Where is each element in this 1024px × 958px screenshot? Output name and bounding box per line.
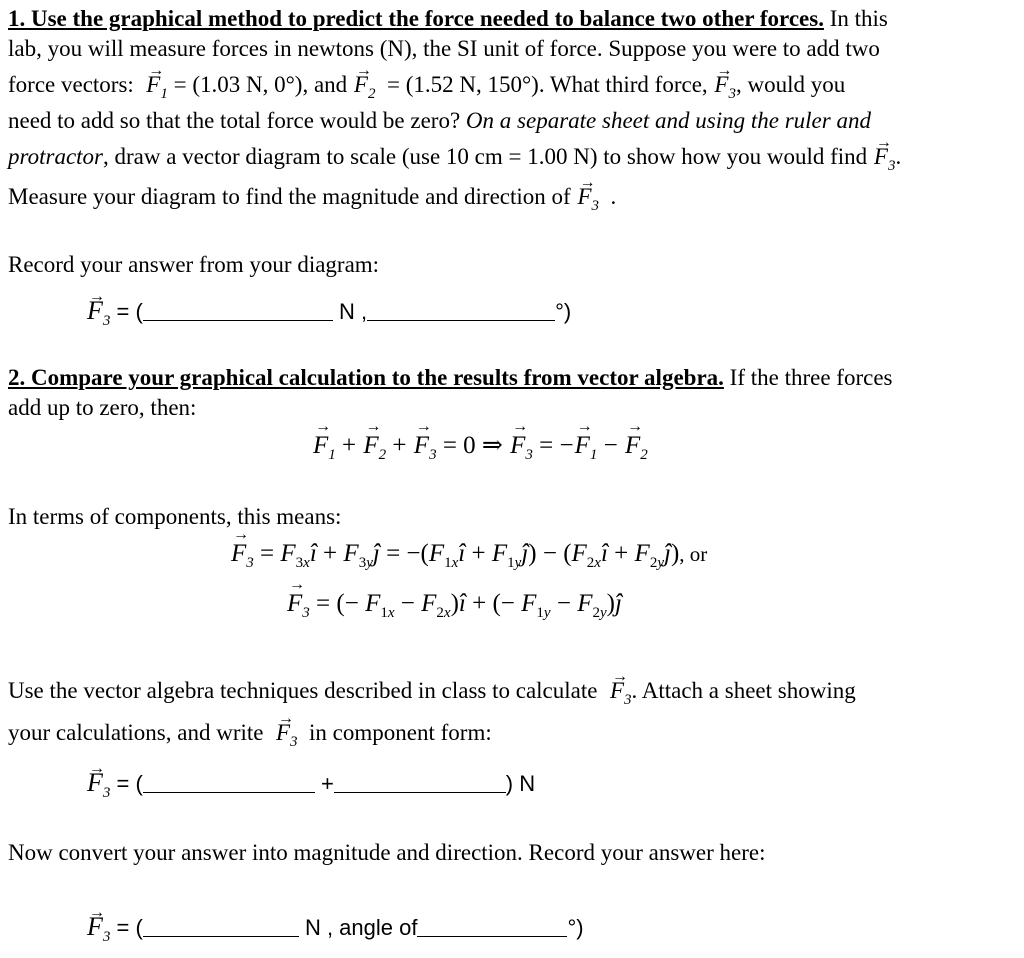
q1-text: . bbox=[610, 184, 617, 209]
q2-line-1 bbox=[8, 363, 892, 393]
vector-f3: → $F_3$ bbox=[576, 182, 599, 215]
q1-line-1 bbox=[8, 4, 888, 34]
q1-line-2 bbox=[8, 34, 880, 64]
q2-text: Now convert your answer into magnitude and direction. Record your answer here: bbox=[8, 840, 766, 865]
vector-f3: → $F_3$ bbox=[873, 142, 896, 175]
q1-text: need to add so that the total force would be zero? bbox=[8, 108, 461, 133]
q2-magnitude-answer-row bbox=[86, 912, 584, 946]
magnitude-blank[interactable] bbox=[143, 914, 299, 937]
q2-line-6 bbox=[8, 838, 765, 868]
vector-f2: → $F_2$ bbox=[353, 70, 376, 103]
q1-text: , would you bbox=[735, 72, 846, 97]
q1-answer-row bbox=[86, 296, 571, 330]
q1-line-4 bbox=[8, 106, 871, 136]
q1-text: In this bbox=[829, 6, 888, 31]
q1-text: lab, you will measure forces in newtons (N), the SI unit of force. Suppose you were to add two bbox=[8, 36, 880, 61]
angle-blank[interactable] bbox=[367, 298, 555, 321]
q1-line-5 bbox=[8, 142, 901, 175]
answer-text: ) N bbox=[505, 771, 536, 796]
y-component-blank[interactable] bbox=[334, 770, 506, 793]
q1-record-label bbox=[8, 250, 379, 280]
vector-f1: → $F_1$ bbox=[145, 70, 168, 103]
q2-line-2 bbox=[8, 393, 196, 423]
x-component-blank[interactable] bbox=[143, 770, 315, 793]
answer-text: = ( bbox=[116, 915, 143, 940]
q2-text: . Attach a sheet showing bbox=[631, 678, 856, 703]
q1-text: force vectors: bbox=[8, 72, 134, 97]
q1-text: = (1.52 N, 150°). What third force, bbox=[386, 72, 708, 97]
answer-text: N , bbox=[338, 299, 368, 324]
answer-text: = ( bbox=[116, 771, 143, 796]
q2-text: in component form: bbox=[309, 720, 492, 745]
answer-text: N , angle of bbox=[304, 915, 418, 940]
q2-line-3 bbox=[8, 502, 341, 532]
q1-text: Record your answer from your diagram: bbox=[8, 252, 380, 277]
q2-text: In terms of components, this means: bbox=[8, 504, 342, 529]
answer-text: = ( bbox=[116, 299, 143, 324]
q1-line-6 bbox=[8, 182, 616, 215]
q1-text: . bbox=[895, 144, 902, 169]
q2-text: Use the vector algebra techniques described in class to calculate bbox=[8, 678, 598, 703]
vector-f3: → $F_3$ bbox=[86, 296, 110, 330]
q2-text: If the three forces bbox=[729, 365, 893, 390]
magnitude-blank[interactable] bbox=[143, 298, 333, 321]
q1-text: Measure your diagram to find the magnitude and direction of bbox=[8, 184, 571, 209]
q2-line-4 bbox=[8, 676, 856, 709]
answer-text: °) bbox=[555, 299, 572, 324]
answer-text: °) bbox=[567, 915, 584, 940]
vector-f3: → $F_3$ bbox=[86, 912, 110, 946]
vector-f3: → $F_3$ bbox=[86, 768, 110, 802]
q2-heading: 2. Compare your graphical calculation to the results from vector algebra. bbox=[8, 365, 724, 390]
q2-text: add up to zero, then: bbox=[8, 395, 197, 420]
q1-text: , draw a vector diagram to scale (use 10 cm = 1.00 N) to show how you would find bbox=[103, 144, 868, 169]
answer-text: + bbox=[320, 771, 334, 796]
q2-text: your calculations, and write bbox=[8, 720, 264, 745]
q1-heading: 1. Use the graphical method to predict the force needed to balance two other forces. bbox=[8, 6, 824, 31]
equation-sum-zero: → $F_1$ + → $F_2$ + → $F_3 = 0$ ⇒ → $F_3$ = −→ $F_1$ − → $F_2$ bbox=[312, 430, 648, 460]
q2-line-5 bbox=[8, 718, 492, 751]
vector-f3: → $F_3$ bbox=[275, 718, 298, 751]
vector-f3: → $F_3$ bbox=[609, 676, 632, 709]
equation-components-2: → $F_3$ = (− $F_{1x}$ − $F_{2x})î$ + (− $F_{1y}$ − $F_{2y})ĵ$ bbox=[286, 590, 622, 618]
q1-italic-text: protractor bbox=[8, 144, 103, 169]
q1-italic-text: On a separate sheet and using the ruler and bbox=[465, 108, 871, 133]
equation-components-1: → $F_3$ = $F_{3x}î$ + $F_{3y}ĵ$ = $-(F_{1x}î$ + $F_{1y}ĵ$) − ($F_{2x}î$ + $F_{2y}ĵ$), or bbox=[230, 540, 707, 568]
angle-blank[interactable] bbox=[417, 914, 567, 937]
q2-component-answer-row bbox=[86, 768, 535, 802]
or-text: , or bbox=[679, 542, 708, 566]
q1-line-3 bbox=[8, 70, 845, 103]
q1-text: = (1.03 N, 0°), and bbox=[173, 72, 348, 97]
vector-f3: → $F_3$ bbox=[713, 70, 736, 103]
